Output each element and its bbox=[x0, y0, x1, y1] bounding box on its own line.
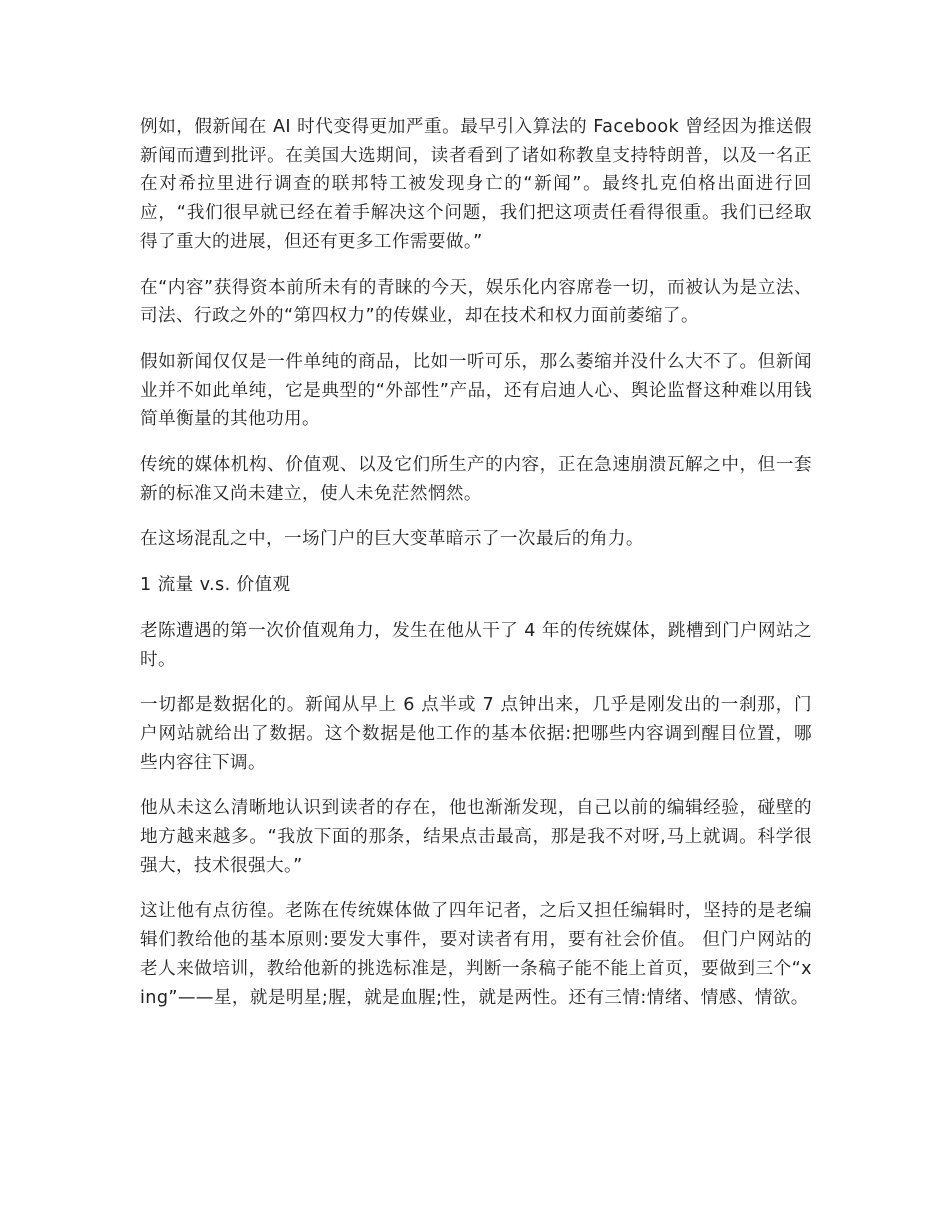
paragraph-data-driven: 一切都是数据化的。新闻从早上 6 点半或 7 点钟出来，几乎是刚发出的一刹那，门户网站就给出了数据。这个数据是他工作的基本依据:把哪些内容调到醒目位置，哪些内容往下调。 bbox=[140, 695, 812, 773]
paragraph-selection-standards: 这让他有点彷徨。老陈在传统媒体做了四年记者，之后又担任编辑时，坚持的是老编辑们教给他的基本原则:要发大事件，要对读者有用，要有社会价值。 但门户网站的老人来做培训，教给他新的挑选标准是，判断一条稿子能不能上首页，要做到三个“xing”——星，就是明星;腥，就是血腥;性，就是两性。还有三情:情绪、情感、情欲。 bbox=[140, 901, 812, 1008]
paragraph-portal-change: 在这场混乱之中，一场门户的巨大变革暗示了一次最后的角力。 bbox=[140, 529, 644, 550]
paragraph-news-externality: 假如新闻仅仅是一件单纯的商品，比如一听可乐，那么萎缩并没什么大不了。但新闻业并不如此单纯，它是典型的“外部性”产品，还有启迪人心、舆论监督这种难以用钱简单衡量的其他功用。 bbox=[140, 351, 812, 430]
paragraph-media-collapse: 传统的媒体机构、价值观、以及它们所生产的内容，正在急速崩溃瓦解之中，但一套新的标准又尚未建立，使人未免茫然惘然。 bbox=[140, 455, 812, 504]
paragraph-reader-awareness: 他从未这么清晰地认识到读者的存在，他也渐渐发现，自己以前的编辑经验，碰壁的地方越来越多。“我放下面的那条，结果点击最高，那是我不对呀,马上就调。科学很强大，技术很强大。” bbox=[140, 798, 812, 876]
paragraph-lao-chen-jump: 老陈遭遇的第一次价值观角力，发生在他从干了 4 年的传统媒体，跳槽到门户网站之时。 bbox=[140, 620, 812, 670]
section-heading: 1 流量 v.s. 价值观 bbox=[140, 575, 291, 596]
paragraph-content-capital: 在“内容”获得资本前所未有的青睐的今天，娱乐化内容席卷一切，而被认为是立法、司法、行政之外的“第四权力”的传媒业，却在技术和权力面前萎缩了。 bbox=[140, 277, 812, 327]
paragraph-fake-news-ai: 例如，假新闻在 AI 时代变得更加严重。最早引入算法的 Facebook 曾经因为推送假新闻而遭到批评。在美国大选期间，读者看到了诸如称教皇支持特朗普，以及一名正在对希拉里进行调查的联邦特工被发现身亡的“新闻”。最终扎克伯格出面进行回应，“我们很早就已经在着手解决这个问题，我们把这项责任看得很重。我们已经取得了重大的进展，但还有更多工作需要做。” bbox=[140, 117, 812, 252]
article-body bbox=[140, 113, 812, 1029]
